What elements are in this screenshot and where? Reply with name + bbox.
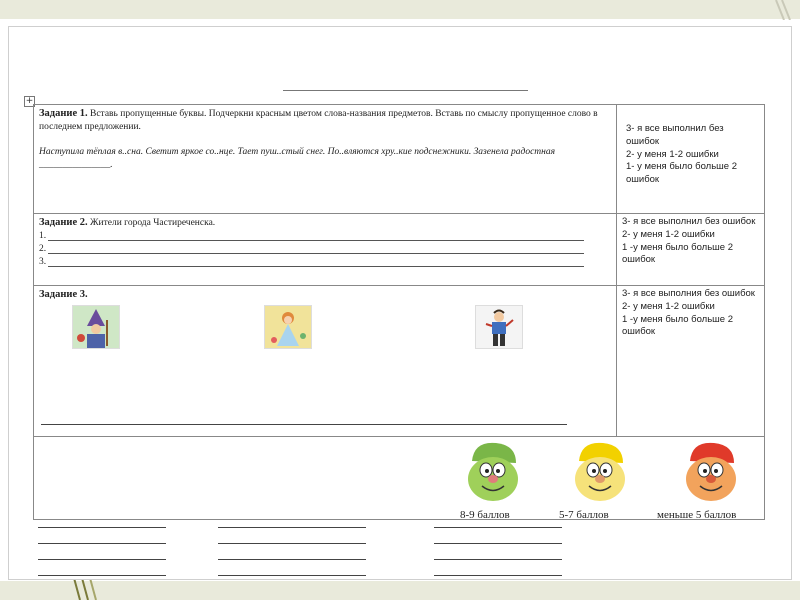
answer-line[interactable] bbox=[38, 560, 166, 576]
answer-line[interactable] bbox=[218, 544, 366, 560]
task3-cell bbox=[34, 286, 617, 437]
task2-title: Задание 2. bbox=[39, 217, 88, 228]
answer-line[interactable] bbox=[434, 544, 562, 560]
yellow-dwarf-face-icon bbox=[571, 439, 629, 503]
task1-row bbox=[34, 105, 765, 214]
header-rule bbox=[283, 90, 528, 91]
task1-sentence: Наступила тёплая в..сна. Светит яркое со..нце. Тает пуш..стый снег. По..вляются хру..кие подснежники. Зазенела радостная _______________. bbox=[39, 146, 556, 170]
assessment-item: 2- у меня 1-2 ошибки bbox=[622, 300, 715, 312]
task1-assessment bbox=[617, 105, 765, 214]
fairy-picture bbox=[264, 305, 312, 349]
task1-cell bbox=[34, 105, 617, 214]
task3-assessment bbox=[617, 286, 765, 437]
answer-line[interactable] bbox=[41, 424, 567, 425]
answer-line[interactable] bbox=[218, 560, 366, 576]
answer-line[interactable]: 2. bbox=[39, 243, 611, 256]
answer-line[interactable] bbox=[38, 544, 166, 560]
top-decor-bar bbox=[0, 0, 800, 19]
answer-line[interactable] bbox=[434, 528, 562, 544]
table-move-handle-icon[interactable]: + bbox=[25, 96, 34, 106]
answer-column bbox=[38, 512, 166, 576]
task1-instruction: Вставь пропущенные буквы. Подчеркни красным цветом слова-названия предметов. Вставь по смыслу пропущенное слово в последнем предложении. bbox=[39, 109, 598, 133]
score-label: меньше 5 баллов bbox=[657, 509, 737, 521]
bottom-decor-bar bbox=[0, 581, 800, 600]
answer-column bbox=[218, 512, 366, 576]
task1-title: Задание 1. bbox=[39, 108, 88, 119]
assessment-item: 1- у меня было больше 2 ошибок bbox=[626, 161, 737, 186]
assessment-item: 1 -у меня было больше 2 ошибок bbox=[622, 313, 733, 338]
assessment-item: 2- у меня 1-2 ошибки bbox=[622, 228, 715, 240]
corner-stripes-icon bbox=[768, 0, 794, 20]
worksheet-table bbox=[33, 104, 765, 520]
green-dwarf-face-icon bbox=[464, 439, 522, 503]
answer-line[interactable] bbox=[218, 528, 366, 544]
task2-instruction: Жители города Частиреченска. bbox=[90, 218, 216, 228]
task3-row bbox=[34, 286, 765, 437]
boy-picture bbox=[475, 305, 523, 349]
assessment-item: 2- у меня 1-2 ошибки bbox=[626, 148, 719, 160]
score-faces bbox=[34, 437, 764, 519]
assessment-item: 3- я все выполнил без ошибок bbox=[622, 216, 756, 227]
scores-row bbox=[34, 437, 765, 520]
score-label: 5-7 баллов bbox=[559, 509, 609, 521]
task3-title: Задание 3. bbox=[39, 289, 88, 300]
answer-line[interactable] bbox=[434, 560, 562, 576]
assessment-item: 1 -у меня было больше 2 ошибок bbox=[622, 241, 733, 266]
answer-line[interactable] bbox=[38, 528, 166, 544]
answer-line[interactable]: 1. bbox=[39, 230, 611, 243]
answer-column bbox=[434, 512, 562, 576]
task3-pictures bbox=[39, 302, 611, 362]
scores-cell bbox=[34, 437, 765, 520]
answer-line[interactable]: 3. bbox=[39, 256, 611, 269]
red-dwarf-face-icon bbox=[682, 439, 740, 503]
assessment-item: 3- я все выполнил без ошибок bbox=[626, 123, 724, 147]
task2-row bbox=[34, 214, 765, 286]
score-label: 8-9 баллов bbox=[460, 509, 510, 521]
assessment-item: 3- я все выполния без ошибок bbox=[622, 288, 755, 299]
wizard-picture bbox=[72, 305, 120, 349]
task2-assessment bbox=[617, 214, 765, 286]
task2-cell bbox=[34, 214, 617, 286]
